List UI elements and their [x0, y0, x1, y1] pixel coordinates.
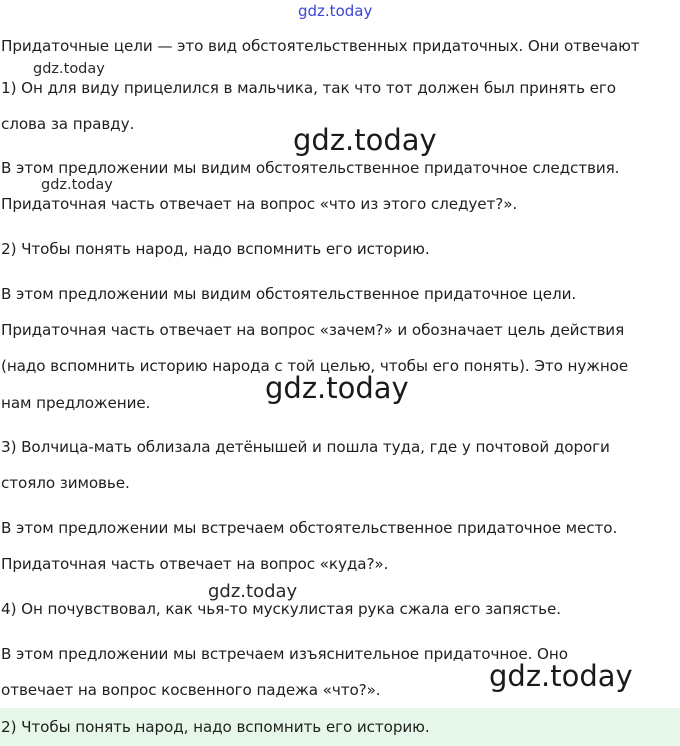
text-line-2: 1) Он для виду прицелился в мальчика, так что тот должен был принять его — [1, 79, 616, 97]
text-line-7: В этом предложении мы видим обстоятельственное придаточное цели. — [1, 285, 577, 303]
text-line-5: Придаточная часть отвечает на вопрос «что из этого следует?». — [1, 195, 518, 213]
text-line-8: Придаточная часть отвечает на вопрос «зачем?» и обозначает цель действия — [1, 321, 625, 339]
text-line-12: стояло зимовье. — [1, 474, 130, 492]
text-line-4: В этом предложении мы видим обстоятельственное придаточное следствия. — [1, 159, 620, 177]
text-line-9: (надо вспомнить историю народа с той целью, чтобы его понять). Это нужное — [1, 357, 629, 375]
text-line-11: 3) Волчица-мать облизала детёнышей и пошла туда, где у почтовой дороги — [1, 438, 610, 456]
text-line-13: В этом предложении мы встречаем обстоятельственное придаточное место. — [1, 519, 618, 537]
text-line-1: Придаточные цели — это вид обстоятельственных придаточных. Они отвечают — [1, 37, 640, 55]
text-line-16: В этом предложении мы встречаем изъяснительное придаточное. Оно — [1, 645, 568, 663]
watermark-3: gdz.today — [41, 177, 113, 193]
text-line-17: отвечает на вопрос косвенного падежа «что?». — [1, 681, 381, 699]
text-line-14: Придаточная часть отвечает на вопрос «куда?». — [1, 555, 389, 573]
watermark-1: gdz.today — [33, 61, 105, 77]
text-line-10: нам предложение. — [1, 394, 151, 412]
watermark-6: gdz.today — [489, 659, 633, 693]
watermark-top: gdz.today — [298, 2, 373, 20]
text-line-3: слова за правду. — [1, 115, 135, 133]
watermark-2: gdz.today — [293, 123, 437, 157]
watermark-5: gdz.today — [208, 581, 298, 602]
text-line-15: 4) Он почувствовал, как чья-то мускулистая рука сжала его запястье. — [1, 600, 561, 618]
text-line-6: 2) Чтобы понять народ, надо вспомнить его историю. — [1, 240, 430, 258]
watermark-4: gdz.today — [265, 371, 409, 405]
answer-text: 2) Чтобы понять народ, надо вспомнить его историю. — [1, 718, 430, 736]
